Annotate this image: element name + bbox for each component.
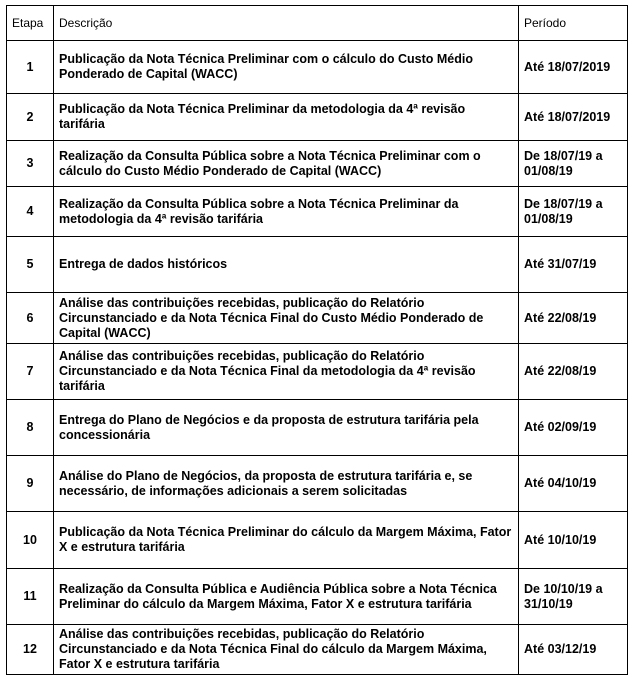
header-periodo: Período [519,6,628,41]
periodo-cell: Até 02/09/19 [519,400,628,456]
etapa-cell: 4 [7,187,54,237]
descricao-cell: Análise das contribuições recebidas, publicação do Relatório Circunstanciado e da Nota Técnica Final do Custo Médio Ponderado de Capital (WACC) [54,293,519,344]
header-descricao: Descrição [54,6,519,41]
header-etapa: Etapa [7,6,54,41]
table-row [7,237,628,293]
etapa-cell: 2 [7,94,54,141]
periodo-cell: De 18/07/19 a 01/08/19 [519,141,628,187]
etapa-cell: 5 [7,237,54,293]
etapa-cell: 3 [7,141,54,187]
table-row [7,625,628,675]
etapa-cell: 9 [7,456,54,512]
descricao-cell: Análise do Plano de Negócios, da proposta de estrutura tarifária e, se necessário, de informações adicionais a serem solicitadas [54,456,519,512]
table-row [7,187,628,237]
descricao-cell: Realização da Consulta Pública sobre a Nota Técnica Preliminar com o cálculo do Custo Médio Ponderado de Capital (WACC) [54,141,519,187]
etapa-cell: 7 [7,344,54,400]
etapa-cell: 1 [7,41,54,94]
periodo-cell: Até 03/12/19 [519,625,628,675]
table-row [7,456,628,512]
descricao-cell: Realização da Consulta Pública e Audiência Pública sobre a Nota Técnica Preliminar do cálculo da Margem Máxima, Fator X e estrutura tarifária [54,569,519,625]
descricao-cell: Análise das contribuições recebidas, publicação do Relatório Circunstanciado e da Nota Técnica Final do cálculo da Margem Máxima, Fator X e estrutura tarifária [54,625,519,675]
descricao-cell: Publicação da Nota Técnica Preliminar da metodologia da 4ª revisão tarifária [54,94,519,141]
etapa-cell: 10 [7,512,54,569]
descricao-cell: Entrega do Plano de Negócios e da proposta de estrutura tarifária pela concessionária [54,400,519,456]
descricao-cell: Realização da Consulta Pública sobre a Nota Técnica Preliminar da metodologia da 4ª revisão tarifária [54,187,519,237]
etapa-cell: 11 [7,569,54,625]
periodo-cell: Até 18/07/2019 [519,94,628,141]
etapa-cell: 6 [7,293,54,344]
periodo-cell: Até 10/10/19 [519,512,628,569]
etapa-cell: 12 [7,625,54,675]
table-row [7,569,628,625]
periodo-cell: De 18/07/19 a 01/08/19 [519,187,628,237]
schedule-table [6,5,628,675]
periodo-cell: Até 18/07/2019 [519,41,628,94]
etapa-cell: 8 [7,400,54,456]
periodo-cell: Até 04/10/19 [519,456,628,512]
table-row [7,141,628,187]
table-row [7,41,628,94]
table-row [7,94,628,141]
descricao-cell: Publicação da Nota Técnica Preliminar com o cálculo do Custo Médio Ponderado de Capital (WACC) [54,41,519,94]
periodo-cell: Até 31/07/19 [519,237,628,293]
header-row [7,6,628,41]
periodo-cell: Até 22/08/19 [519,293,628,344]
table-row [7,293,628,344]
table-row [7,400,628,456]
table-row [7,512,628,569]
descricao-cell: Análise das contribuições recebidas, publicação do Relatório Circunstanciado e da Nota Técnica Final da metodologia da 4ª revisão tarifária [54,344,519,400]
descricao-cell: Publicação da Nota Técnica Preliminar do cálculo da Margem Máxima, Fator X e estrutura tarifária [54,512,519,569]
descricao-cell: Entrega de dados históricos [54,237,519,293]
periodo-cell: Até 22/08/19 [519,344,628,400]
table-row [7,344,628,400]
periodo-cell: De 10/10/19 a 31/10/19 [519,569,628,625]
